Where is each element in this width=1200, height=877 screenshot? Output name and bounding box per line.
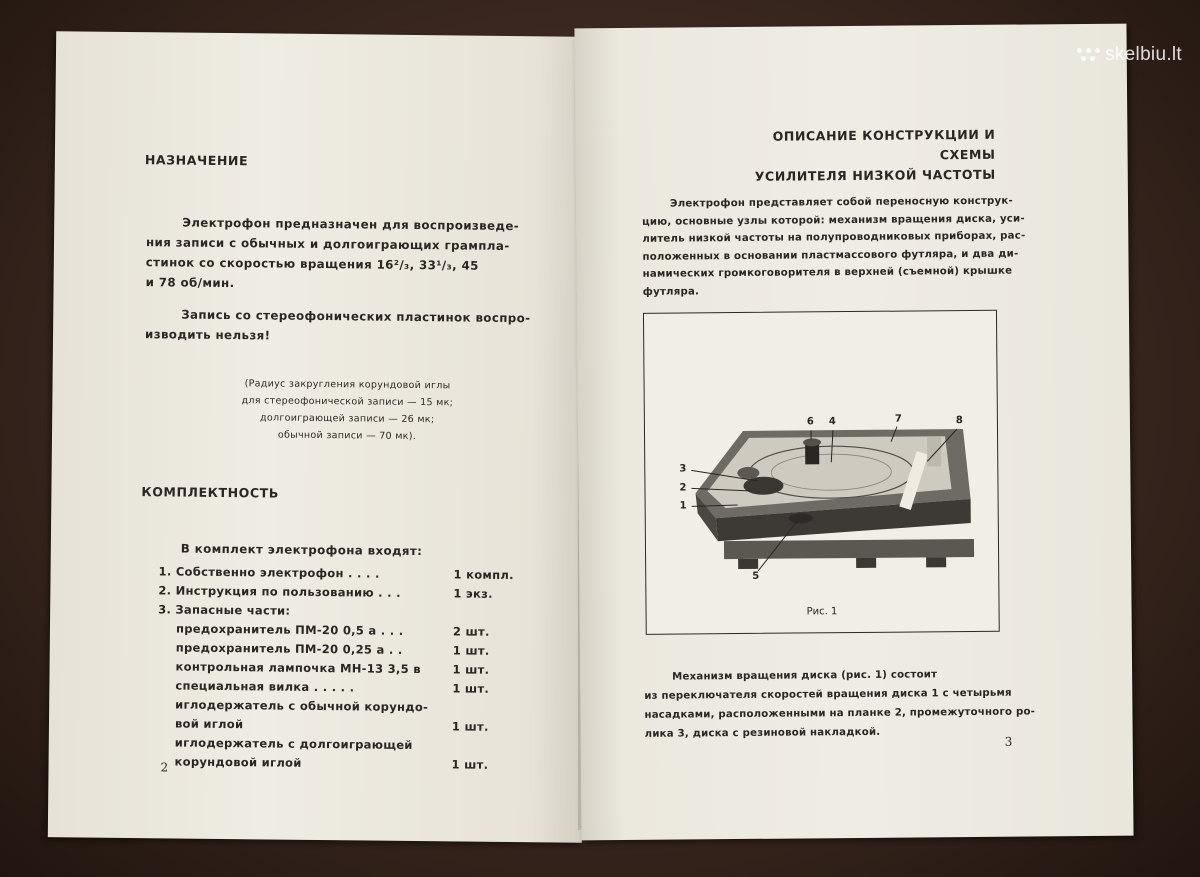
text-line: литель низкой частоты на полупроводниковых приборах, рас- (642, 230, 1026, 245)
text-line: цию, основные узлы которой: механизм вращения диска, уси- (642, 213, 1025, 228)
page-number: 3 (1004, 734, 1013, 749)
mechanism-paragraph (644, 664, 1075, 744)
dots-logo-icon (1077, 48, 1101, 62)
item-label: 1. Собственно электрофон . . . . (158, 564, 380, 581)
page-number: 2 (160, 760, 169, 775)
purpose-heading: НАЗНАЧЕНИЕ (144, 152, 249, 169)
text-line: лика 3, диска с резиновой накладкой. (644, 726, 881, 740)
item-label: вой иглой (174, 716, 244, 732)
purpose-paragraph (146, 212, 547, 296)
text-line: из переключателя скоростей вращения диска 1 с четырьмя (644, 687, 1012, 702)
item-label: предохранитель ПМ-20 0,25 а . . (175, 640, 403, 657)
text-line: и 78 об/мин. (145, 275, 235, 291)
callout-6: 6 (806, 416, 814, 428)
text-line: насадками, расположенными на планке 2, промежуточного ро- (644, 706, 1036, 721)
item-label: иглодержатель с долгоиграющей (174, 735, 413, 752)
text-line: положенных в основании пластмассового футляра, и два ди- (642, 248, 1019, 263)
figure-caption: Рис. 1 (806, 606, 838, 618)
text-line: Электрофон представляет собой переносную конструк- (669, 195, 1013, 210)
item-value: 1 шт. (451, 757, 489, 772)
item-value: 1 шт. (452, 662, 490, 677)
heading-line: УСИЛИТЕЛЯ НИЗКОЙ ЧАСТОТЫ (754, 166, 996, 184)
item-value: 1 шт. (451, 719, 489, 734)
item-label: 3. Запасные части: (158, 602, 291, 618)
text-line: Электрофон предназначен для воспроизведе- (182, 215, 520, 234)
item-label: предохранитель ПМ-20 0,5 а . . . (175, 621, 404, 638)
section-heading (725, 125, 996, 187)
item-label: иглодержатель с обычной корундо- (175, 697, 429, 715)
item-value: 1 шт. (452, 643, 490, 658)
callout-5: 5 (752, 570, 760, 582)
stereo-warning (145, 304, 545, 348)
item-label: 2. Инструкция по пользованию . . . (158, 583, 401, 600)
kit-heading: КОМПЛЕКТНОСТЬ (141, 484, 280, 501)
item-value: 1 экз. (453, 586, 493, 601)
text-line: Запись со стереофонических пластинок воспро- (181, 307, 531, 326)
callout-8: 8 (955, 415, 963, 427)
text-line: стинок со скоростью вращения 16²/₃, 33¹/₃, 45 (145, 255, 479, 273)
item-label: специальная вилка . . . . . (175, 678, 355, 695)
intro-paragraph (642, 192, 1063, 301)
heading-line: ОПИСАНИЕ КОНСТРУКЦИИ И СХЕМЫ (772, 126, 996, 163)
callout-4: 4 (828, 416, 836, 428)
item-label: контрольная лампочка МН-13 3,5 в (175, 659, 421, 677)
needle-note (202, 375, 493, 446)
note-line: обычной записи — 70 мк). (277, 429, 417, 443)
kit-list (156, 564, 518, 777)
item-value: 1 шт. (452, 681, 490, 696)
callout-1: 1 (679, 500, 687, 512)
right-page (574, 24, 1133, 841)
text-line: ния записи с обычных и долгоиграющих грампла- (145, 235, 510, 253)
watermark (1077, 44, 1182, 66)
watermark-text: skelbiu.lt (1105, 44, 1182, 65)
callout-7: 7 (894, 413, 902, 425)
callout-3: 3 (679, 463, 687, 475)
figure-1 (643, 310, 1000, 635)
text-line: намических громкоговорителя в верхней (съемной) крышке (642, 265, 1013, 280)
text-line: Механизм вращения диска (рис. 1) состоит (672, 669, 938, 683)
left-page (48, 31, 590, 843)
list-item (156, 754, 516, 777)
item-value: 2 шт. (452, 624, 490, 639)
note-line: (Радиус закругления корундовой иглы (244, 378, 451, 392)
item-label: корундовой иглой (174, 754, 302, 770)
kit-intro: В комплект электрофона входят: (180, 541, 423, 559)
callout-2: 2 (679, 482, 687, 494)
note-line: долгоиграющей записи — 26 мк; (259, 412, 435, 426)
turntable-illustration (644, 311, 999, 634)
note-line: для стереофонической записи — 15 мк; (241, 395, 454, 409)
text-line: футляра. (642, 285, 700, 298)
item-value: 1 компл. (453, 567, 514, 583)
text-line: изводить нельзя! (144, 327, 271, 343)
